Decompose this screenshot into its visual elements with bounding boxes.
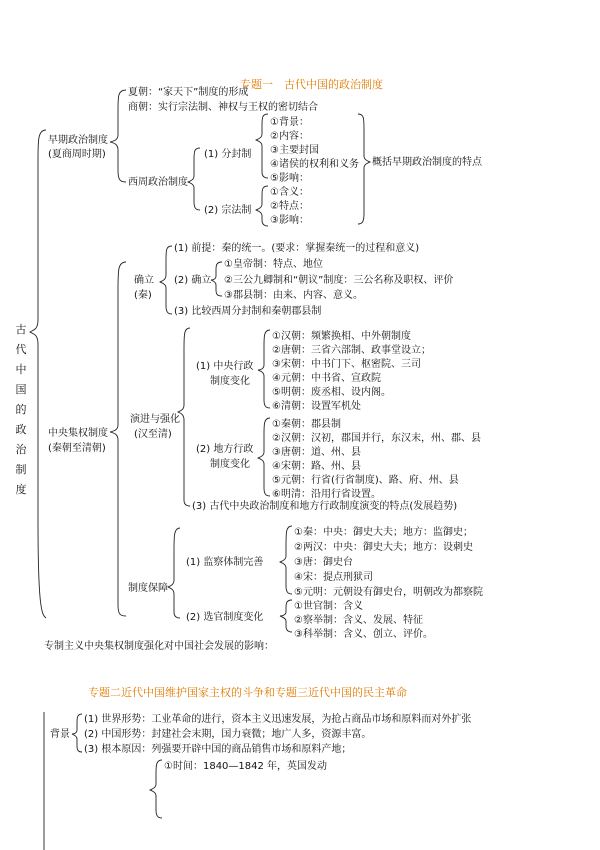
fenfeng-item: ③主要封国 <box>270 145 319 156</box>
yanjin-label: 演进与强化 <box>130 414 180 425</box>
early-summary: 概括早期政治制度的特点 <box>372 157 482 168</box>
queli-item: ③郡县制：由来、内容、意义。 <box>224 290 363 301</box>
jiancha-label: (1) 监察体制完善 <box>186 557 264 568</box>
zhongyang-label: (1) 中央行政 <box>196 361 254 372</box>
difang-item: ⑥明清：沿用行省设置。 <box>272 489 381 500</box>
fenfeng-label: (1) 分封制 <box>204 149 252 160</box>
jiancha-item: ②两汉：中央：御史大夫；地方：设刺史 <box>294 542 473 553</box>
queli-label: 确立 <box>134 275 154 286</box>
queli-q3: (3) 比较西周分封制和秦朝郡县制 <box>174 306 322 317</box>
yanjin-q3: (3) 古代中央政治制度和地方行政制度演变的特点(发展趋势) <box>192 501 458 512</box>
background-item-2: (2) 中国形势：封建社会末期，国力衰微；地广人多，资源丰富。 <box>84 729 372 740</box>
fenfeng-item: ②内容： <box>270 131 309 142</box>
background-item-3: (3) 根本原因：列强要开辟中国的商品销售市场和原料产地； <box>84 744 352 755</box>
queli-item: ①皇帝制：特点、地位 <box>224 259 323 270</box>
queli-sub: (秦) <box>134 290 152 301</box>
queli-item: ②三公九卿制和“朝议”制度：三公名称及职权、评价 <box>224 275 454 286</box>
zongfa-item: ①含义： <box>270 187 309 198</box>
baozhang-label: 制度保障 <box>128 583 168 594</box>
jiancha-item: ③唐：御史台 <box>294 557 353 568</box>
difang-item: ⑤元朝：行省(行省制度)、路、府、州、县 <box>272 475 459 486</box>
zongfa-item: ③影响： <box>270 215 309 226</box>
xuanguan-item: ①世官制：含义 <box>294 601 363 612</box>
shang-text: 商朝：实行宗法制、神权与王权的密切结合 <box>128 102 318 113</box>
jiancha-item: ⑤元明：元朝设有御史台，明朝改为都察院 <box>294 587 483 598</box>
zongfa-item: ②特点： <box>270 201 309 212</box>
queli-q2: (2) 确立 <box>174 275 212 286</box>
fenfeng-item: ⑤影响： <box>270 173 309 184</box>
early-label: 早期政治制度 <box>48 135 108 146</box>
central-label: 中央集权制度 <box>48 428 108 439</box>
zhongyang-item: ①汉朝：频繁换相、中外朝制度 <box>272 331 411 342</box>
xuanguan-label: (2) 选官制度变化 <box>186 612 264 623</box>
jiancha-item: ①秦：中央：御史大夫；地方：监御史； <box>294 527 473 538</box>
background-item-1: (1) 世界形势：工业革命的进行，资本主义迅速发展，为抢占商品市场和原料而对外扩张 <box>84 714 472 725</box>
difang-item: ①秦朝：郡县制 <box>272 419 341 430</box>
difang-label: (2) 地方行政 <box>196 444 254 455</box>
fenfeng-item: ④诸侯的权利和义务 <box>270 159 359 170</box>
time-item: ①时间：1840—1842 年，英国发动 <box>164 761 328 772</box>
difang-item: ②汉朝：汉初，郡国并行，东汉末，州、郡、县 <box>272 433 481 444</box>
zhongyang-item: ④元朝：中书省、宣政院 <box>272 373 381 384</box>
fenfeng-item: ①背景： <box>270 117 309 128</box>
section1-footer: 专制主义中央集权制度强化对中国社会发展的影响： <box>44 641 274 652</box>
difang-item: ③唐朝：道、州、县 <box>272 447 361 458</box>
early-sub: (夏商周时期) <box>48 149 106 160</box>
zongfa-label: (2) 宗法制 <box>204 205 252 216</box>
xia-text: 夏朝：“家天下”制度的形成 <box>128 87 249 98</box>
xuanguan-item: ②察举制：含义、发展、特征 <box>294 615 423 626</box>
difang-label2: 制度变化 <box>210 459 250 470</box>
central-sub: (秦朝至清朝) <box>48 443 106 454</box>
queli-q1: (1) 前提：秦的统一。(要求：掌握秦统一的过程和意义) <box>174 243 420 254</box>
xuanguan-item: ③科举制：含义、创立、评价。 <box>294 629 433 640</box>
zhongyang-item: ⑥清朝：设置军机处 <box>272 401 361 412</box>
yanjin-sub: (汉至清) <box>134 429 172 440</box>
zhongyang-item: ⑤明朝：废丞相、设内阁。 <box>272 387 391 398</box>
zhongyang-item: ③宋朝：中书门下、枢密院、三司 <box>272 359 421 370</box>
zhongyang-item: ②唐朝：三省六部制、政事堂设立； <box>272 345 431 356</box>
zhongyang-label2: 制度变化 <box>210 376 250 387</box>
section2-title: 专题二近代中国维护国家主权的斗争和专题三近代中国的民主革命 <box>88 686 407 699</box>
root-label: 古代中国的政治制度 <box>15 323 27 496</box>
difang-item: ④宋朝：路、州、县 <box>272 461 361 472</box>
jiancha-item: ④宋：提点刑狱司 <box>294 572 373 583</box>
background-label: 背景 <box>50 729 70 740</box>
section1-title: 专题一 古代中国的政治制度 <box>240 78 383 91</box>
xizhou-label: 西周政治制度 <box>128 177 188 188</box>
